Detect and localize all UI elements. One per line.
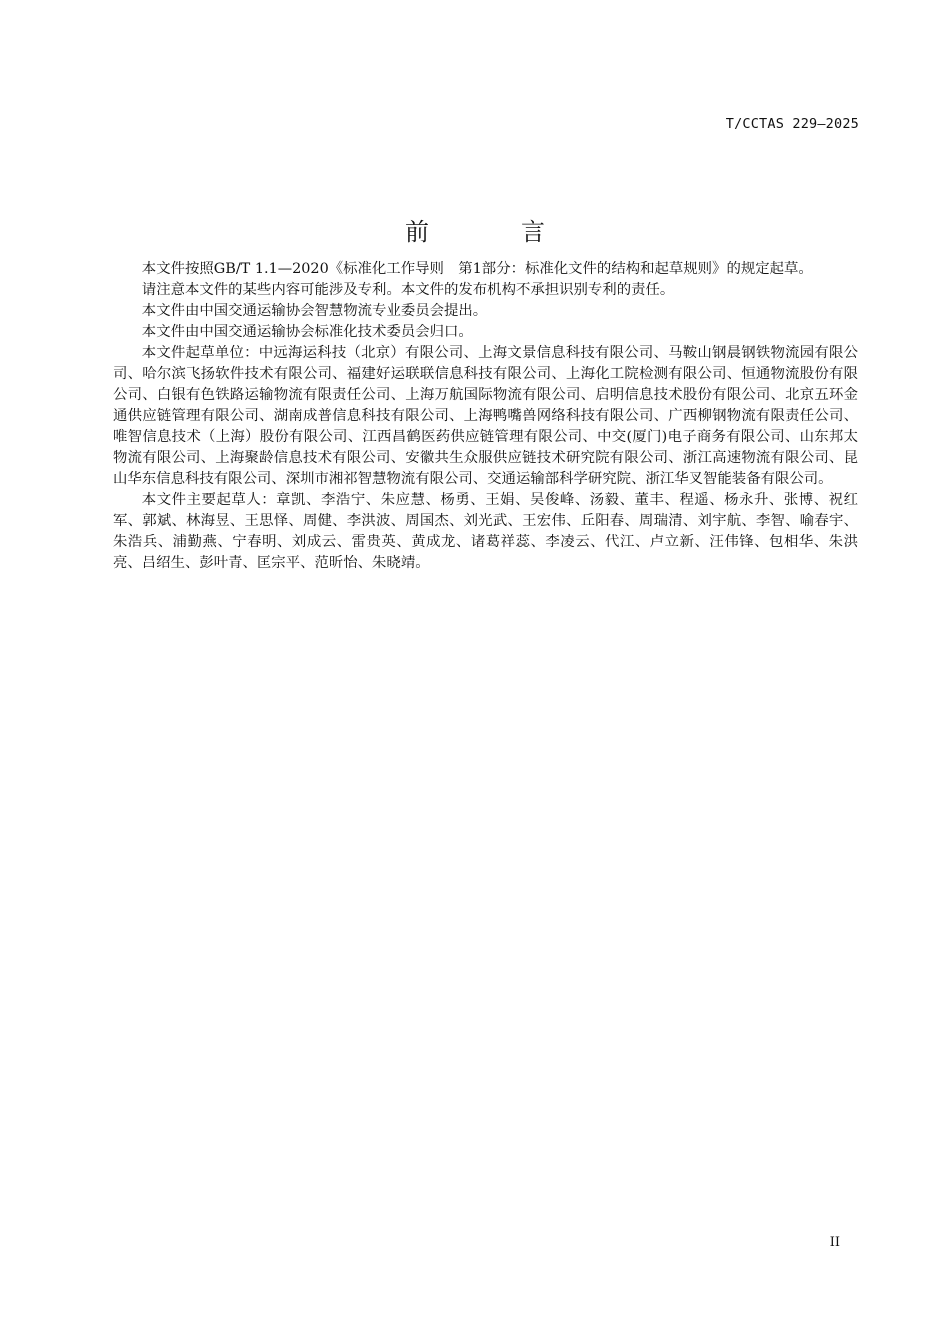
page-number: II — [829, 1235, 840, 1250]
page-title: 前 言 — [405, 218, 579, 247]
paragraph-centralized-by: 本文件由中国交通运输协会标准化技术委员会归口。 — [141, 324, 473, 340]
foreword-content — [113, 259, 858, 574]
paragraph-main-drafters: 本文件主要起草人：章凯、李浩宁、朱应慧、杨勇、王娟、吴俊峰、汤毅、董丰、程遥、杨永升、张博、祝红军、郭斌、林海昱、王思怿、周健、李洪波、周国杰、刘光武、王宏伟、丘阳春、周瑞清、刘宇航、李智、喻春宇、朱浩兵、浦勤燕、宁春明、刘成云、雷贵英、黄成龙、诸葛祥蕊、李凌云、代江、卢立新、汪伟锋、包相华、朱洪亮、吕绍生、彭叶青、匡宗平、范昕怡、朱晓靖。 — [113, 492, 858, 571]
paragraph-drafting-basis: 本文件按照GB/T 1.1—2020《标准化工作导则 第1部分：标准化文件的结构和起草规则》的规定起草。 — [141, 261, 813, 277]
document-code: T/CCTAS 229—2025 — [725, 116, 859, 132]
paragraph-patent-notice: 请注意本文件的某些内容可能涉及专利。本文件的发布机构不承担识别专利的责任。 — [141, 282, 675, 298]
paragraph-drafting-units: 本文件起草单位：中远海运科技（北京）有限公司、上海文景信息科技有限公司、马鞍山钢晨钢铁物流园有限公司、哈尔滨飞扬软件技术有限公司、福建好运联联信息科技有限公司、上海化工院检测有限公司、恒通物流股份有限公司、白银有色铁路运输物流有限责任公司、上海万航国际物流有限公司、启明信息技术股份有限公司、北京五环金通供应链管理有限公司、湖南成普信息科技有限公司、上海鸭嘴兽网络科技有限公司、广西柳钢物流有限责任公司、唯智信息技术（上海）股份有限公司、江西昌鹤医药供应链管理有限公司、中交(厦门)电子商务有限公司、山东邦太物流有限公司、上海聚龄信息技术有限公司、安徽共生众服供应链技术研究院有限公司、浙江高速物流有限公司、昆山华东信息科技有限公司、深圳市湘祁智慧物流有限公司、交通运输部科学研究院、浙江华叉智能装备有限公司。 — [113, 345, 858, 487]
paragraph-proposed-by: 本文件由中国交通运输协会智慧物流专业委员会提出。 — [141, 303, 488, 319]
